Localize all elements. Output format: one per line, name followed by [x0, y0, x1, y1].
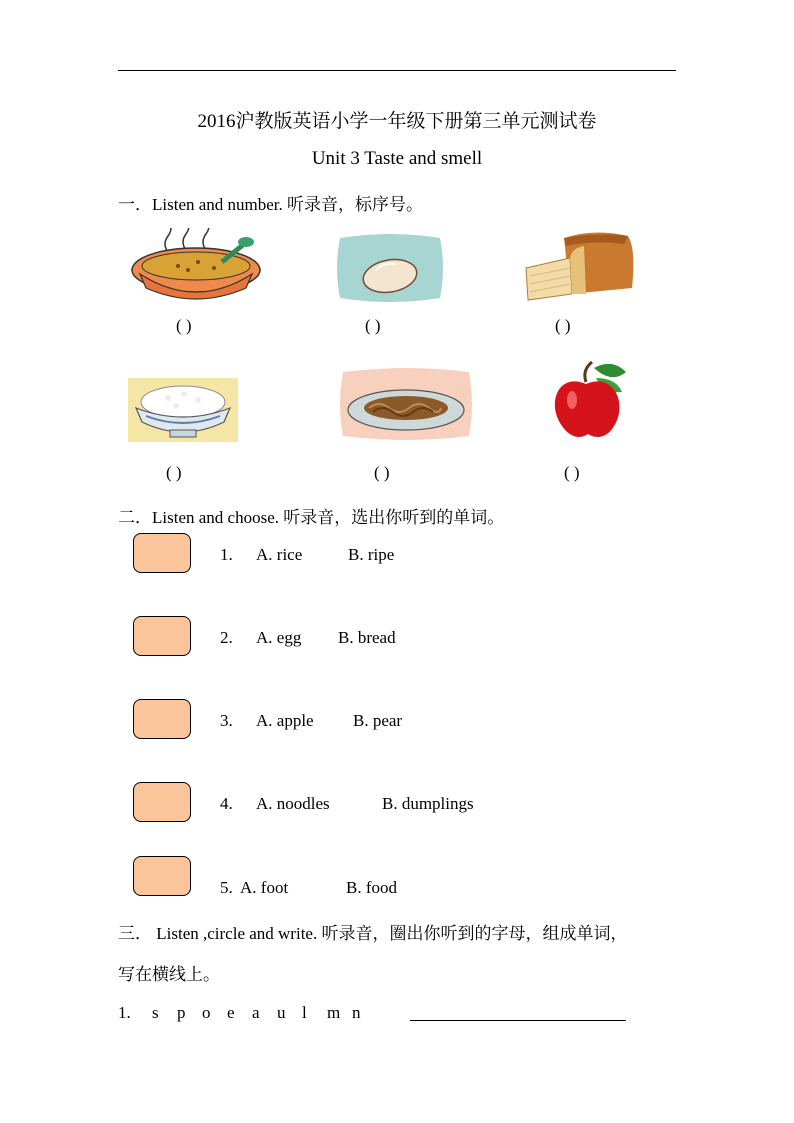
answer-box-5[interactable] [133, 856, 191, 896]
question-4-option-a: A. noodles [256, 794, 330, 813]
answer-box-4[interactable] [133, 782, 191, 822]
letter-option[interactable]: e [227, 1003, 235, 1022]
answer-paren-1[interactable]: ( ) [176, 316, 192, 335]
question-3-number: 3. [220, 711, 233, 730]
answer-paren-6[interactable]: ( ) [564, 463, 580, 482]
answer-box-2[interactable] [133, 616, 191, 656]
question-3-option-b: B. pear [353, 711, 403, 730]
answer-paren-3[interactable]: ( ) [555, 316, 571, 335]
page-title: 2016沪教版英语小学一年级下册第三单元测试卷 [197, 111, 597, 132]
soup-bowl-picture [128, 228, 264, 304]
question-4-number: 4. [220, 794, 233, 813]
question-3-option-a: A. apple [256, 711, 314, 730]
question-5-option-a: A. foot [240, 878, 289, 897]
question-2-number: 2. [220, 628, 233, 647]
letter-option[interactable]: o [202, 1003, 211, 1022]
answer-box-1[interactable] [133, 533, 191, 573]
letter-option[interactable]: m [327, 1003, 341, 1022]
question-1-option-b: B. ripe [348, 545, 395, 564]
section-1-heading: 一．Listen and number. 听录音，标序号。 [118, 195, 424, 214]
answer-paren-4[interactable]: ( ) [166, 463, 182, 482]
section-3-heading-continued: 写在横线上。 [118, 965, 220, 984]
apple-picture [548, 354, 630, 442]
letter-option[interactable]: u [277, 1003, 286, 1022]
answer-blank-line[interactable] [410, 1020, 626, 1021]
page-subtitle: Unit 3 Taste and smell [311, 148, 483, 169]
question-4-option-b: B. dumplings [382, 794, 474, 813]
top-rule [118, 70, 676, 71]
letter-option[interactable]: n [352, 1003, 361, 1022]
section-3-heading: 三． Listen ,circle and write. 听录音，圈出你听到的字母，组成单词， [118, 924, 628, 943]
answer-paren-5[interactable]: ( ) [374, 463, 390, 482]
question-1-option-a: A. rice [256, 545, 303, 564]
question-5-option-b: B. food [346, 878, 397, 897]
answer-box-3[interactable] [133, 699, 191, 739]
noodles-plate-picture [339, 366, 473, 442]
letter-option[interactable]: a [252, 1003, 260, 1022]
letter-option[interactable]: p [177, 1003, 186, 1022]
bread-loaf-picture [524, 228, 636, 302]
question-1-number: 1. [220, 545, 233, 564]
question-2-option-b: B. bread [338, 628, 396, 647]
section-3-item-1-number: 1. [118, 1003, 131, 1022]
question-5-number: 5. [220, 878, 233, 897]
question-2-option-a: A. egg [256, 628, 302, 647]
section-2-heading: 二．Listen and choose. 听录音，选出你听到的单词。 [118, 508, 505, 527]
letter-option[interactable]: s [152, 1003, 159, 1022]
egg-picture [336, 232, 444, 304]
rice-bowl-picture [128, 378, 238, 442]
section-3-letter-row [152, 1003, 377, 1023]
answer-paren-2[interactable]: ( ) [365, 316, 381, 335]
letter-option[interactable]: l [302, 1003, 307, 1022]
